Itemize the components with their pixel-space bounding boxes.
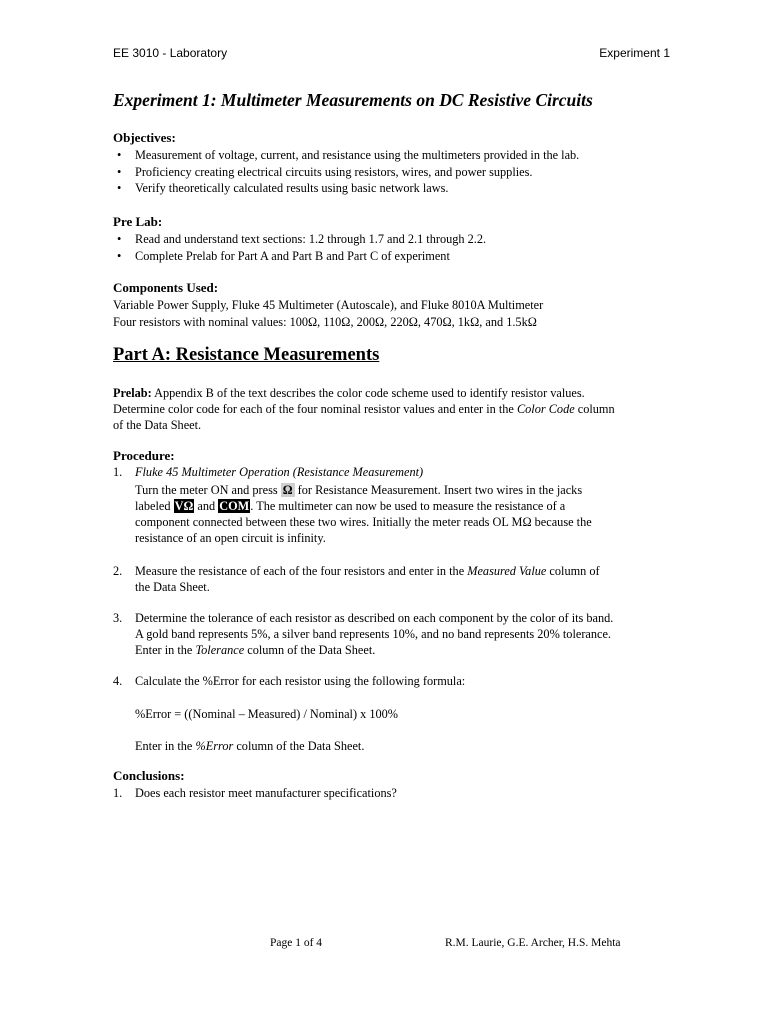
ohm-key: Ω xyxy=(282,483,293,497)
step-number: 4. xyxy=(113,674,123,688)
step-1-line: resistance of an open circuit is infinity. xyxy=(135,531,326,545)
components-heading: Components Used: xyxy=(113,280,219,295)
step-3-line: Determine the tolerance of each resistor as described on each component by the color of its band. xyxy=(135,611,614,625)
conclusion-item: Does each resistor meet manufacturer specifications? xyxy=(135,786,397,800)
part-a-prelab-line: of the Data Sheet. xyxy=(113,418,202,432)
step-2-line: Measure the resistance of each of the four resistors and enter in the Measured Value column of xyxy=(135,564,600,578)
prelab-list xyxy=(113,231,486,264)
objective-item: • Verify theoretically calculated results using basic network laws. xyxy=(113,180,579,197)
objectives-list xyxy=(113,147,579,197)
step-3-line: A gold band represents 5%, a silver band represents 10%, and no band represents 20% tolerance. xyxy=(135,627,612,641)
footer-page-number: Page 1 of 4 xyxy=(270,937,323,949)
conclusions-heading: Conclusions: xyxy=(113,768,185,783)
prelab-item: • Complete Prelab for Part A and Part B and Part C of experiment xyxy=(113,248,486,265)
objective-item: • Measurement of voltage, current, and resistance using the multimeters provided in the lab. xyxy=(113,147,579,164)
prelab-heading: Pre Lab: xyxy=(113,214,163,229)
step-number: 1. xyxy=(113,465,123,479)
prelab-item: • Read and understand text sections: 1.2 through 1.7 and 2.1 through 2.2. xyxy=(113,231,486,248)
footer-authors: R.M. Laurie, G.E. Archer, H.S. Mehta xyxy=(445,937,621,949)
header-course: EE 3010 - Laboratory xyxy=(113,46,228,60)
components-line: Variable Power Supply, Fluke 45 Multimeter (Autoscale), and Fluke 8010A Multimeter xyxy=(113,298,544,312)
error-formula: %Error = ((Nominal – Measured) / Nominal) x 100% xyxy=(135,707,399,721)
header-experiment: Experiment 1 xyxy=(599,46,670,60)
objective-item: • Proficiency creating electrical circuits using resistors, wires, and power supplies. xyxy=(113,164,579,181)
page-title: Experiment 1: Multimeter Measurements on DC Resistive Circuits xyxy=(113,90,593,110)
part-a-prelab-line: Prelab: Appendix B of the text describes the color code scheme used to identify resistor values. xyxy=(113,386,585,400)
step-1-line: labeled VΩ and COM. The multimeter can now be used to measure the resistance of a xyxy=(135,499,566,513)
step-number: 1. xyxy=(113,786,123,800)
step-1-title: Fluke 45 Multimeter Operation (Resistance Measurement) xyxy=(135,465,424,479)
com-jack-label: COM xyxy=(219,499,250,513)
part-a-heading: Part A: Resistance Measurements xyxy=(113,345,380,365)
step-2-line: the Data Sheet. xyxy=(135,580,210,594)
prelab-label: Prelab: xyxy=(113,386,152,400)
step-1-line: component connected between these two wires. Initially the meter reads OL MΩ because the xyxy=(135,515,592,529)
step-number: 2. xyxy=(113,564,123,578)
step-number: 3. xyxy=(113,611,123,625)
procedure-heading: Procedure: xyxy=(113,448,175,463)
objectives-heading: Objectives: xyxy=(113,130,176,145)
step-4-line: Calculate the %Error for each resistor using the following formula: xyxy=(135,674,466,688)
part-a-prelab-line: Determine color code for each of the four nominal resistor values and enter in the Color Code column xyxy=(113,402,615,416)
step-1-line: Turn the meter ON and press Ω for Resistance Measurement. Insert two wires in the jacks xyxy=(135,483,583,497)
step-3-line: Enter in the Tolerance column of the Data Sheet. xyxy=(135,643,376,657)
step-4-line: Enter in the %Error column of the Data Sheet. xyxy=(135,739,365,753)
v-ohm-jack-label: VΩ xyxy=(174,499,194,513)
components-resistors-line: Four resistors with nominal values: 100Ω, 110Ω, 200Ω, 220Ω, 470Ω, 1kΩ, and 1.5kΩ xyxy=(113,315,537,329)
